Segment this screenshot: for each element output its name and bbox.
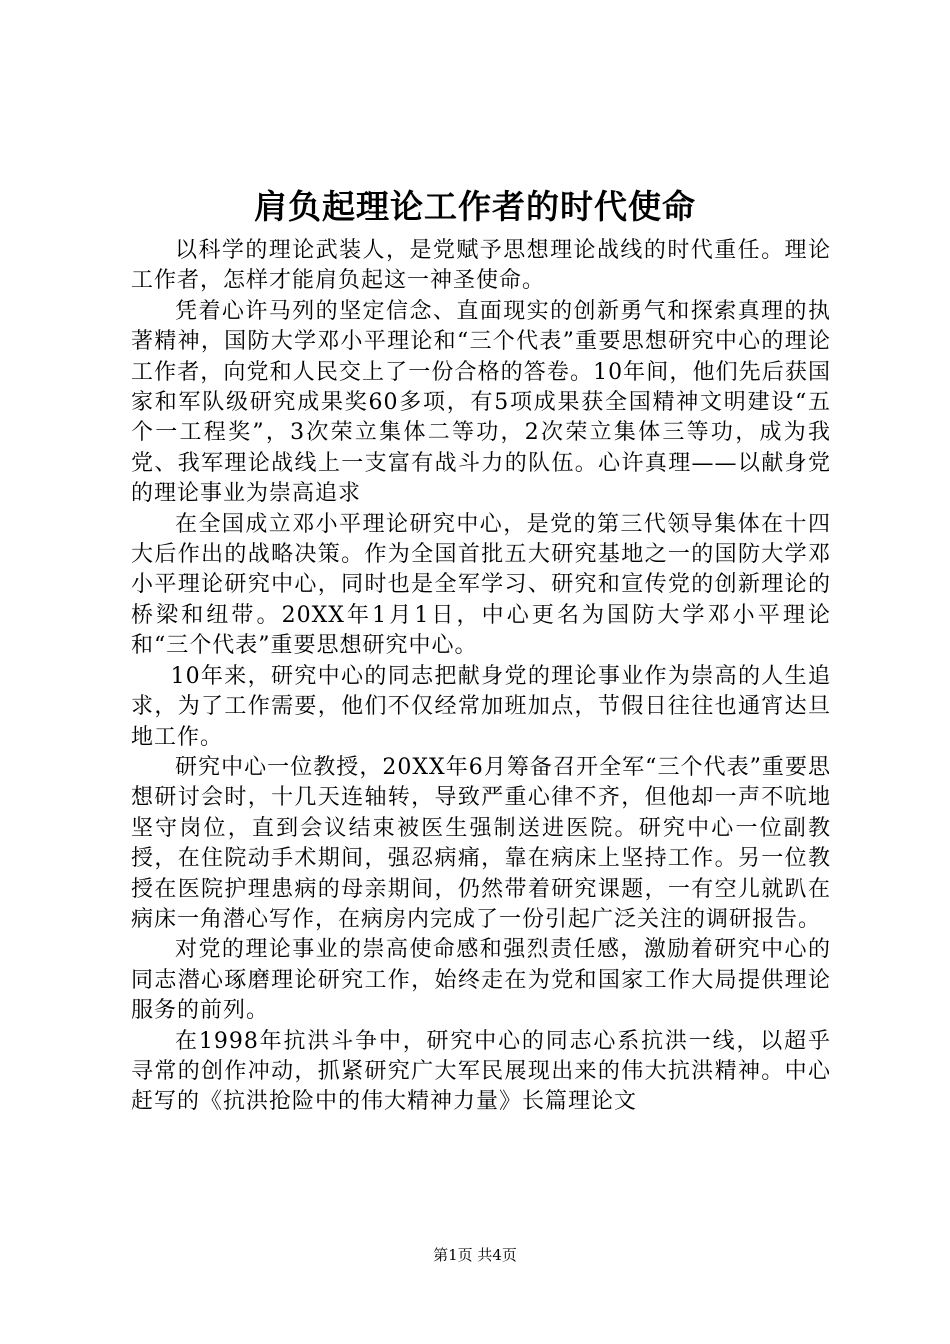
paragraph-1: 以科学的理论武装人，是党赋予思想理论战线的时代重任。理论工作者，怎样才能肩负起这一神圣使命。: [131, 238, 831, 294]
paragraph-2: 凭着心许马列的坚定信念、直面现实的创新勇气和探索真理的执著精神，国防大学邓小平理论和“三个代表”重要思想研究中心的理论工作者，向党和人民交上了一份合格的答卷。10年间，他们先后获国家和军队级研究成果奖60多项，有5项成果获全国精神文明建设“五个一工程奖”，3次荣立集体二等功，2次荣立集体三等功，成为我党、我军理论战线上一支富有战斗力的队伍。心许真理——以献身党的理论事业为崇高追求: [131, 298, 831, 507]
document-body: [131, 236, 831, 1118]
paragraph-7: 在1998年抗洪斗争中，研究中心的同志心系抗洪一线，以超乎寻常的创作冲动，抓紧研究广大军民展现出来的伟大抗洪精神。中心赶写的《抗洪抢险中的伟大精神力量》长篇理论文: [131, 1028, 831, 1115]
document-title: 肩负起理论工作者的时代使命: [254, 187, 696, 226]
paragraph-5: 研究中心一位教授，20XX年6月筹备召开全军“三个代表”重要思想研讨会时，十几天连轴转，导致严重心律不齐，但他却一声不吭地坚守岗位，直到会议结束被医生强制送进医院。研究中心一位副教授，在住院动手术期间，强忍病痛，靠在病床上坚持工作。另一位教授在医院护理患病的母亲期间，仍然带着研究课题，一有空儿就趴在病床一角潜心写作，在病房内完成了一份引起广泛关注的调研报告。: [131, 754, 831, 932]
page-footer: 第1页 共4页: [433, 1246, 517, 1264]
paragraph-3: 在全国成立邓小平理论研究中心，是党的第三代领导集体在十四大后作出的战略决策。作为全国首批五大研究基地之一的国防大学邓小平理论研究中心，同时也是全军学习、研究和宣传党的创新理论的桥梁和纽带。20XX年1月1日，中心更名为国防大学邓小平理论和“三个代表”重要思想研究中心。: [131, 511, 831, 659]
paragraph-4: 10年来，研究中心的同志把献身党的理论事业作为崇高的人生追求，为了工作需要，他们不仅经常加班加点，节假日往往也通宵达旦地工作。: [131, 663, 831, 750]
paragraph-6: 对党的理论事业的崇高使命感和强烈责任感，激励着研究中心的同志潜心琢磨理论研究工作，始终走在为党和国家工作大局提供理论服务的前列。: [131, 937, 831, 1024]
